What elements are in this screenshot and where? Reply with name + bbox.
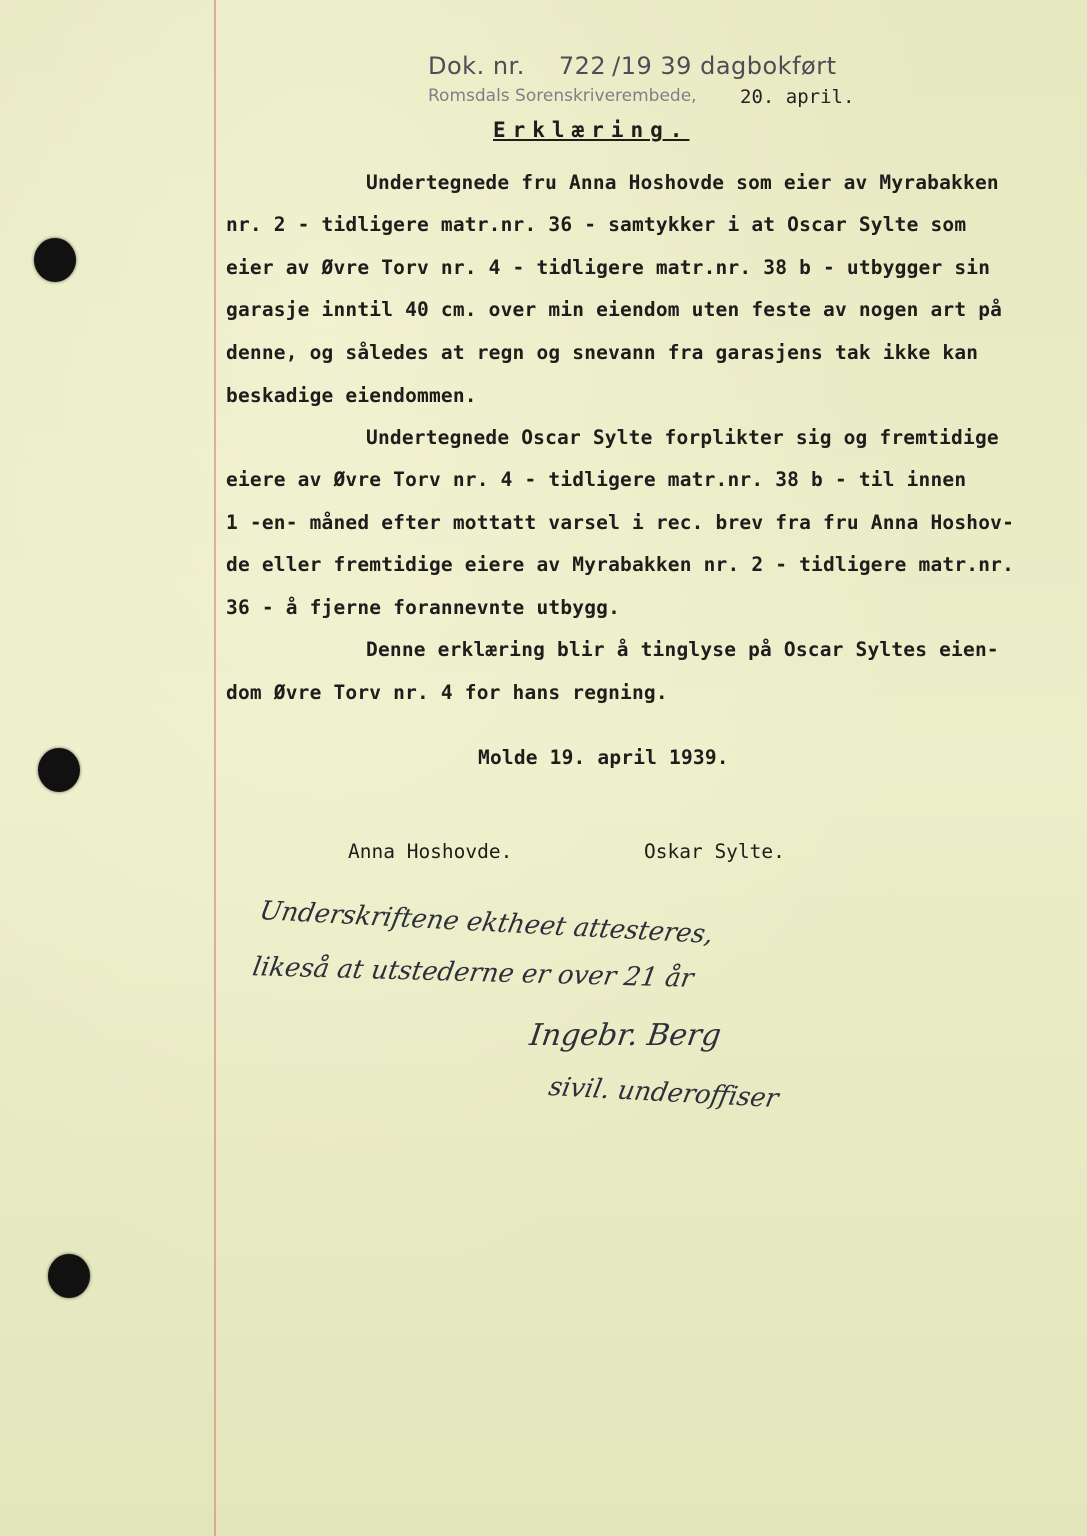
body-line: 36 - å fjerne forannevnte utbygg.	[226, 596, 621, 619]
body-line: de eller fremtidige eiere av Myrabakken nr. 2 - tidligere matr.nr.	[226, 553, 1015, 576]
stamp-office: Romsdals Sorenskriverembede,	[428, 86, 697, 106]
body-line: denne, og således at regn og snevann fra garasjens tak ikke kan	[226, 341, 979, 364]
stamp-prefix: Dok. nr.	[428, 52, 525, 80]
handwritten-line: sivil. underoffiser	[546, 1071, 781, 1115]
body-line: eier av Øvre Torv nr. 4 - tidligere matr.nr. 38 b - utbygger sin	[226, 256, 991, 279]
punch-hole	[34, 238, 76, 282]
body-line: garasje inntil 40 cm. over min eiendom uten feste av nogen art på	[226, 298, 1003, 321]
body-line: dom Øvre Torv nr. 4 for hans regning.	[226, 681, 668, 704]
signature-name: Anna Hoshovde.	[348, 840, 513, 863]
stamp-year: /19 39	[612, 52, 692, 80]
body-line: Undertegnede fru Anna Hoshovde som eier av Myrabakken	[366, 171, 999, 194]
place-date: Molde 19. april 1939.	[478, 746, 729, 769]
body-line: Denne erklæring blir å tinglyse på Oscar Syltes eien-	[366, 638, 999, 661]
body-line: beskadige eiendommen.	[226, 384, 477, 407]
registry-stamp	[428, 52, 836, 80]
handwritten-line: likeså at utstederne er over 21 år	[250, 952, 696, 994]
signature-name: Oskar Sylte.	[644, 840, 785, 863]
body-line: eiere av Øvre Torv nr. 4 - tidligere matr.nr. 38 b - til innen	[226, 468, 967, 491]
handwritten-line: Underskriftene ektheet attesteres,	[257, 896, 716, 950]
body-line: 1 -en- måned efter mottatt varsel i rec. brev fra fru Anna Hoshov-	[226, 511, 1015, 534]
stamp-date: 20. april.	[740, 86, 855, 108]
body-line: nr. 2 - tidligere matr.nr. 36 - samtykker i at Oscar Sylte som	[226, 213, 967, 236]
punch-hole	[48, 1254, 90, 1298]
punch-hole	[38, 748, 80, 792]
document-number: 722	[558, 52, 607, 80]
body-line: Undertegnede Oscar Sylte forplikter sig og fremtidige	[366, 426, 999, 449]
handwritten-line: Ingebr. Berg	[527, 1018, 724, 1053]
stamp-suffix: dagbokført	[700, 52, 837, 80]
document-title: Erklæring.	[493, 118, 690, 142]
margin-line	[214, 0, 216, 1536]
